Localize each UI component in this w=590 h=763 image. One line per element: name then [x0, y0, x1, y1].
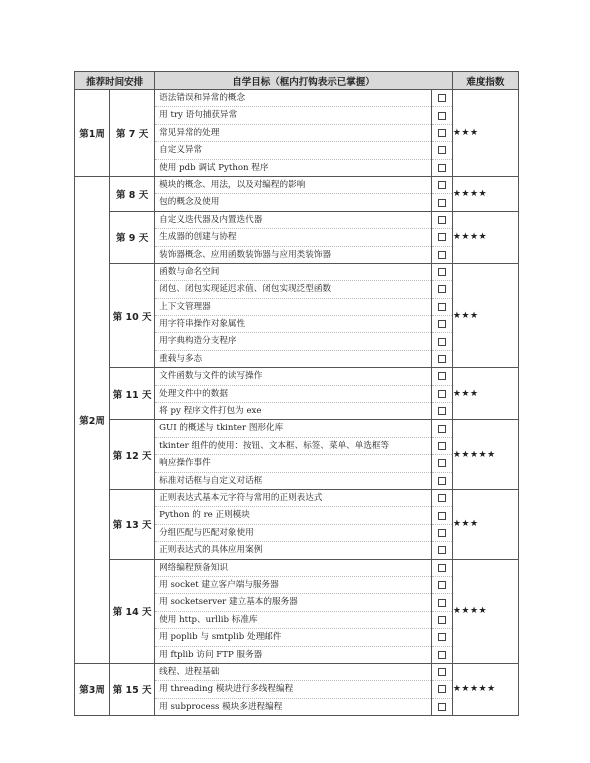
goal-item: 用 threading 模块进行多线程编程	[155, 680, 431, 697]
checkbox-column	[431, 559, 452, 663]
goal-item: 网络编程预备知识	[159, 562, 228, 573]
mastery-checkbox-cell	[432, 628, 452, 645]
mastery-checkbox[interactable]	[438, 251, 446, 259]
mastery-checkbox[interactable]	[438, 129, 446, 137]
checkbox-column	[431, 368, 452, 420]
mastery-checkbox-cell	[432, 368, 452, 384]
table-row	[75, 663, 519, 715]
week-label: 第1周	[75, 90, 110, 177]
mastery-checkbox[interactable]	[438, 512, 446, 520]
goal-list	[155, 420, 432, 490]
day-label: 第 12 天	[110, 420, 155, 490]
mastery-checkbox-cell	[432, 177, 452, 193]
checkbox-column	[431, 489, 452, 559]
mastery-checkbox[interactable]	[438, 164, 446, 172]
difficulty-stars: ★★★★	[452, 176, 518, 211]
goal-item: 分组匹配与匹配对象使用	[155, 524, 431, 541]
goal-item: 常见异常的处理	[155, 124, 431, 141]
goal-item: 用 subprocess 模块多进程编程	[155, 698, 431, 715]
mastery-checkbox-cell	[432, 332, 452, 349]
mastery-checkbox[interactable]	[438, 94, 446, 102]
table-row	[75, 176, 519, 211]
mastery-checkbox-cell	[432, 298, 452, 315]
mastery-checkbox-cell	[432, 124, 452, 141]
study-schedule-table	[74, 71, 519, 716]
goal-item: 标准对话框与自定义对话框	[155, 472, 431, 489]
table-row	[75, 559, 519, 663]
mastery-checkbox-cell	[432, 212, 452, 228]
mastery-checkbox-cell	[432, 350, 452, 367]
goal-item: 正则表达式的具体应用案例	[155, 541, 431, 558]
goal-item: 用 socket 建立客户端与服务器	[155, 576, 431, 593]
table-row	[75, 90, 519, 177]
mastery-checkbox[interactable]	[438, 633, 446, 641]
checkbox-column	[431, 90, 452, 177]
checkbox-column	[431, 420, 452, 490]
goal-item: GUI 的概述与 tkinter 图形化库	[159, 423, 284, 434]
goal-item: 用 ftplib 访问 FTP 服务器	[155, 646, 431, 663]
mastery-checkbox[interactable]	[438, 216, 446, 224]
mastery-checkbox[interactable]	[438, 338, 446, 346]
goal-item: 装饰器概念、应用函数装饰器与应用类装饰器	[155, 246, 431, 263]
table-row	[75, 211, 519, 263]
goal-item: 生成器的创建与协程	[155, 228, 431, 245]
mastery-checkbox-cell	[432, 560, 452, 576]
mastery-checkbox[interactable]	[438, 372, 446, 380]
mastery-checkbox-cell	[432, 280, 452, 297]
week-label: 第2周	[75, 176, 110, 663]
table-row	[75, 368, 519, 420]
mastery-checkbox[interactable]	[438, 425, 446, 433]
goal-list	[155, 90, 432, 177]
mastery-checkbox[interactable]	[438, 303, 446, 311]
mastery-checkbox[interactable]	[438, 703, 446, 711]
table-row	[75, 489, 519, 559]
goal-list	[155, 368, 432, 420]
mastery-checkbox-cell	[432, 472, 452, 489]
goal-item: 自定义异常	[155, 141, 431, 158]
mastery-checkbox-cell	[432, 541, 452, 558]
mastery-checkbox-cell	[432, 402, 452, 419]
mastery-checkbox-cell	[432, 593, 452, 610]
goal-item: tkinter 组件的使用：按钮、文本框、标签、菜单、单选框等	[155, 437, 431, 454]
goal-item: 用字符串操作对象属性	[155, 315, 431, 332]
mastery-checkbox[interactable]	[438, 320, 446, 328]
goal-item: 用 poplib 与 smtplib 处理邮件	[155, 628, 431, 645]
goal-item: 线程、进程基础	[159, 666, 220, 677]
difficulty-stars: ★★★	[452, 489, 518, 559]
goal-item: 用字典构造分支程序	[155, 332, 431, 349]
goal-item: 用 socketserver 建立基本的服务器	[155, 593, 431, 610]
schedule-header: 推荐时间安排	[75, 72, 155, 90]
difficulty-stars: ★★★★	[452, 559, 518, 663]
goal-list	[155, 176, 432, 211]
difficulty-stars: ★★★★	[452, 211, 518, 263]
goal-list	[155, 489, 432, 559]
mastery-checkbox-cell	[432, 611, 452, 628]
mastery-checkbox[interactable]	[438, 529, 446, 537]
mastery-checkbox-cell	[432, 385, 452, 402]
goal-list	[155, 663, 432, 715]
mastery-checkbox[interactable]	[438, 268, 446, 276]
mastery-checkbox-cell	[432, 506, 452, 523]
day-label: 第 7 天	[110, 90, 155, 177]
week-label: 第3周	[75, 663, 110, 715]
mastery-checkbox-cell	[432, 228, 452, 245]
day-label: 第 10 天	[110, 263, 155, 367]
mastery-checkbox[interactable]	[438, 668, 446, 676]
mastery-checkbox-cell	[432, 159, 452, 176]
checkbox-column	[431, 176, 452, 211]
goal-item: Python 的 re 正则模块	[155, 506, 431, 523]
schedule-body	[75, 90, 519, 716]
mastery-checkbox[interactable]	[438, 546, 446, 554]
mastery-checkbox-cell	[432, 698, 452, 715]
mastery-checkbox-cell	[432, 193, 452, 210]
goal-item: 重载与多态	[155, 350, 431, 367]
difficulty-stars: ★★★	[452, 368, 518, 420]
mastery-checkbox-cell	[432, 246, 452, 263]
goal-item: 上下文管理器	[155, 298, 431, 315]
mastery-checkbox[interactable]	[438, 651, 446, 659]
mastery-checkbox[interactable]	[438, 199, 446, 207]
goal-item: 包的概念及使用	[155, 193, 431, 210]
checkbox-column	[431, 263, 452, 367]
mastery-checkbox[interactable]	[438, 494, 446, 502]
mastery-checkbox-cell	[432, 680, 452, 697]
difficulty-header: 难度指数	[452, 72, 518, 90]
mastery-checkbox[interactable]	[438, 685, 446, 693]
difficulty-stars: ★★★★★	[452, 663, 518, 715]
goal-list	[155, 559, 432, 663]
mastery-checkbox-cell	[432, 264, 452, 280]
goal-list	[155, 263, 432, 367]
goal-item: 使用 http、urllib 标准库	[155, 611, 431, 628]
goal-item: 语法错误和异常的概念	[159, 93, 246, 103]
goal-item: 文件函数与文件的读写操作	[159, 371, 263, 382]
mastery-checkbox-cell	[432, 454, 452, 471]
goal-item: 将 py 程序文件打包为 exe	[155, 402, 431, 419]
mastery-checkbox-cell	[432, 90, 452, 106]
day-label: 第 15 天	[110, 663, 155, 715]
goals-header: 自学目标（框内打钩表示已掌握）	[155, 72, 453, 90]
mastery-checkbox[interactable]	[438, 477, 446, 485]
mastery-checkbox[interactable]	[438, 112, 446, 120]
goal-item: 模块的概念、用法，以及对编程的影响	[159, 179, 306, 190]
day-label: 第 14 天	[110, 559, 155, 663]
day-label: 第 11 天	[110, 368, 155, 420]
goal-item: 函数与命名空间	[159, 266, 220, 277]
mastery-checkbox[interactable]	[438, 442, 446, 450]
mastery-checkbox[interactable]	[438, 146, 446, 154]
mastery-checkbox[interactable]	[438, 599, 446, 607]
mastery-checkbox[interactable]	[438, 355, 446, 363]
mastery-checkbox-cell	[432, 664, 452, 680]
checkbox-column	[431, 211, 452, 263]
goal-item: 使用 pdb 调试 Python 程序	[155, 159, 431, 176]
mastery-checkbox-cell	[432, 420, 452, 436]
mastery-checkbox-cell	[432, 437, 452, 454]
goal-list	[155, 211, 432, 263]
table-row	[75, 263, 519, 367]
mastery-checkbox-cell	[432, 576, 452, 593]
mastery-checkbox[interactable]	[438, 285, 446, 293]
day-label: 第 9 天	[110, 211, 155, 263]
goal-item: 正则表达式基本元字符与常用的正则表达式	[159, 492, 323, 503]
table-header-row	[75, 72, 519, 90]
mastery-checkbox-cell	[432, 490, 452, 506]
mastery-checkbox[interactable]	[438, 390, 446, 398]
checkbox-column	[431, 663, 452, 715]
day-label: 第 8 天	[110, 176, 155, 211]
mastery-checkbox[interactable]	[438, 459, 446, 467]
goal-item: 处理文件中的数据	[155, 385, 431, 402]
goal-item: 自定义迭代器及内置迭代器	[159, 214, 263, 225]
mastery-checkbox-cell	[432, 646, 452, 663]
table-row	[75, 420, 519, 490]
mastery-checkbox-cell	[432, 106, 452, 123]
mastery-checkbox[interactable]	[438, 616, 446, 624]
mastery-checkbox[interactable]	[438, 181, 446, 189]
mastery-checkbox[interactable]	[438, 581, 446, 589]
mastery-checkbox[interactable]	[438, 564, 446, 572]
difficulty-stars: ★★★	[452, 263, 518, 367]
mastery-checkbox-cell	[432, 141, 452, 158]
mastery-checkbox[interactable]	[438, 407, 446, 415]
goal-item: 响应操作事件	[155, 454, 431, 471]
difficulty-stars: ★★★★★	[452, 420, 518, 490]
day-label: 第 13 天	[110, 489, 155, 559]
mastery-checkbox-cell	[432, 524, 452, 541]
goal-item: 闭包、闭包实现延迟求值、闭包实现泛型函数	[155, 280, 431, 297]
mastery-checkbox-cell	[432, 315, 452, 332]
goal-item: 用 try 语句捕获异常	[155, 106, 431, 123]
mastery-checkbox[interactable]	[438, 233, 446, 241]
difficulty-stars: ★★★	[452, 90, 518, 177]
